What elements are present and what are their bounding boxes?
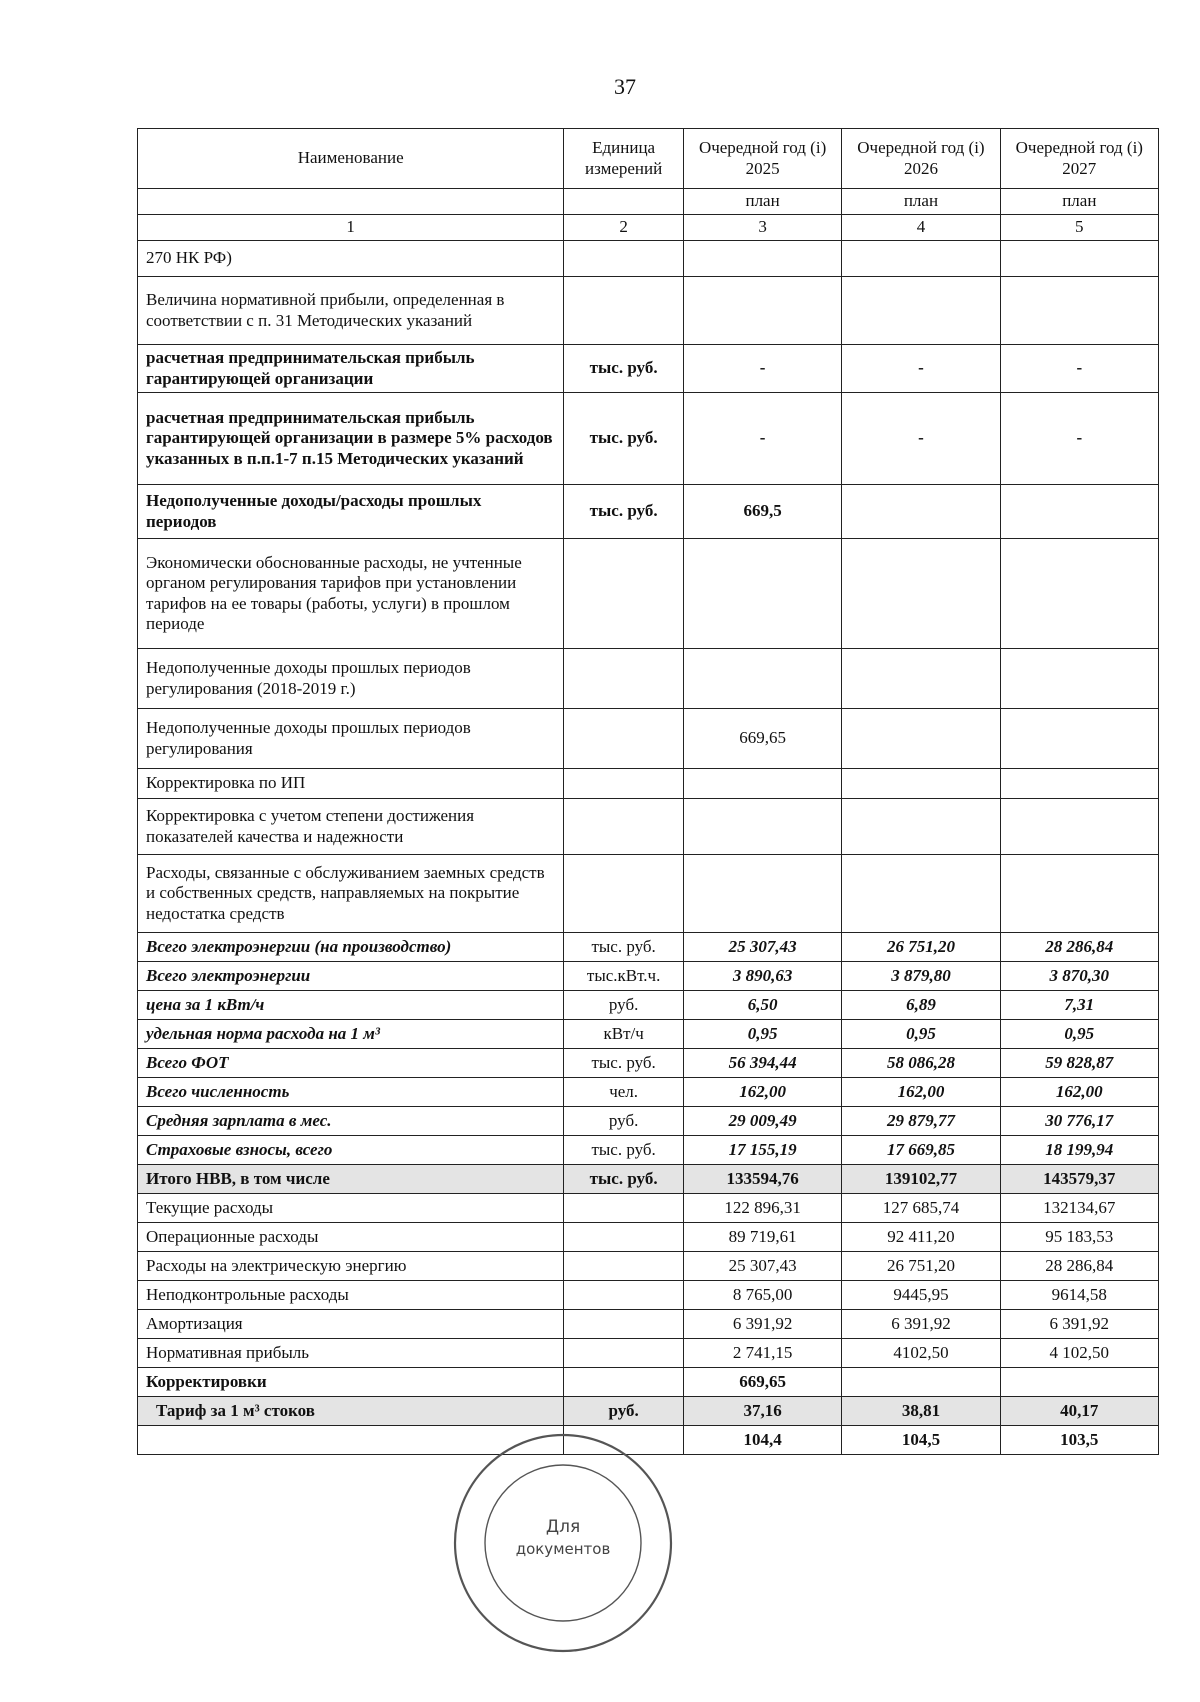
table-row [138, 1368, 1159, 1397]
row-name-cell: Экономически обоснованные расходы, не учтенные органом регулирования тарифов при установлении тарифов на ее товары (работы, услуги) в прошлом периоде [138, 539, 564, 649]
row-value-cell-2027: 162,00 [1000, 1078, 1158, 1107]
row-name-cell: Текущие расходы [138, 1194, 564, 1223]
row-name-cell: Величина нормативной прибыли, определенная в соответствии с п. 31 Методических указаний [138, 277, 564, 345]
table-row [138, 1252, 1159, 1281]
table-row [138, 393, 1159, 485]
row-value-cell-2025 [683, 241, 841, 277]
row-value-cell-2025: 669,65 [683, 1368, 841, 1397]
row-value-cell-2026: 26 751,20 [842, 1252, 1000, 1281]
row-name-cell: Недополученные доходы прошлых периодов регулирования (2018-2019 г.) [138, 649, 564, 709]
row-value-cell-2025 [683, 769, 841, 799]
header-name: Наименование [138, 129, 564, 189]
table-row [138, 1339, 1159, 1368]
row-value-cell-2027 [1000, 769, 1158, 799]
row-name-cell: Расходы на электрическую энергию [138, 1252, 564, 1281]
header-col-5: 5 [1000, 215, 1158, 241]
header-year-2025: Очередной год (i) 2025 [683, 129, 841, 189]
header-plan-2026: план [842, 189, 1000, 215]
row-value-cell-2027 [1000, 241, 1158, 277]
row-value-cell-2025: 669,65 [683, 709, 841, 769]
row-value-cell-2026 [842, 241, 1000, 277]
row-value-cell-2026: 4102,50 [842, 1339, 1000, 1368]
row-value-cell-2025: - [683, 393, 841, 485]
row-name-cell: Итого НВВ, в том числе [138, 1165, 564, 1194]
row-value-cell-2027 [1000, 539, 1158, 649]
row-value-cell-2027: 28 286,84 [1000, 933, 1158, 962]
row-unit-cell [564, 1368, 684, 1397]
table-row [138, 1165, 1159, 1194]
row-name-cell: Страховые взносы, всего [138, 1136, 564, 1165]
row-value-cell-2026: 9445,95 [842, 1281, 1000, 1310]
row-name-cell: удельная норма расхода на 1 м³ [138, 1020, 564, 1049]
row-value-cell-2026: 162,00 [842, 1078, 1000, 1107]
row-unit-cell: тыс. руб. [564, 1049, 684, 1078]
row-value-cell-2025: 6 391,92 [683, 1310, 841, 1339]
row-value-cell-2027: - [1000, 393, 1158, 485]
row-value-cell-2027: 0,95 [1000, 1020, 1158, 1049]
row-value-cell-2027 [1000, 1368, 1158, 1397]
row-unit-cell [564, 241, 684, 277]
row-unit-cell: тыс. руб. [564, 485, 684, 539]
row-value-cell-2026: 3 879,80 [842, 962, 1000, 991]
table-row [138, 485, 1159, 539]
row-name-cell: Всего ФОТ [138, 1049, 564, 1078]
stamp-text-line1: Для [545, 1517, 581, 1537]
row-value-cell-2027 [1000, 709, 1158, 769]
row-value-cell-2027: - [1000, 345, 1158, 393]
row-value-cell-2026: 6,89 [842, 991, 1000, 1020]
table-row [138, 1020, 1159, 1049]
row-unit-cell [564, 709, 684, 769]
row-value-cell-2026: 29 879,77 [842, 1107, 1000, 1136]
row-unit-cell: тыс.кВт.ч. [564, 962, 684, 991]
row-value-cell-2025: 162,00 [683, 1078, 841, 1107]
stamp-text-line2: документов [515, 1540, 611, 1558]
row-value-cell-2025: 3 890,63 [683, 962, 841, 991]
row-value-cell-2025: 56 394,44 [683, 1049, 841, 1078]
row-unit-cell: тыс. руб. [564, 1165, 684, 1194]
header-unit: Единица измерений [564, 129, 684, 189]
row-unit-cell [564, 1310, 684, 1339]
header-col-4: 4 [842, 215, 1000, 241]
table-row [138, 1194, 1159, 1223]
row-unit-cell: тыс. руб. [564, 393, 684, 485]
row-name-cell: Корректировка по ИП [138, 769, 564, 799]
row-name-cell: Тариф за 1 м³ стоков [138, 1397, 564, 1426]
table-row [138, 1281, 1159, 1310]
row-value-cell-2025: 104,4 [683, 1426, 841, 1455]
row-name-cell: Нормативная прибыль [138, 1339, 564, 1368]
row-name-cell: расчетная предпринимательская прибыль гарантирующей организации [138, 345, 564, 393]
row-value-cell-2025: 669,5 [683, 485, 841, 539]
row-unit-cell: руб. [564, 1397, 684, 1426]
row-value-cell-2027: 95 183,53 [1000, 1223, 1158, 1252]
row-value-cell-2025: 25 307,43 [683, 1252, 841, 1281]
row-value-cell-2026 [842, 1368, 1000, 1397]
row-value-cell-2025: - [683, 345, 841, 393]
row-value-cell-2026: 104,5 [842, 1426, 1000, 1455]
row-name-cell: Корректировка с учетом степени достижения показателей качества и надежности [138, 799, 564, 855]
table-row [138, 1223, 1159, 1252]
row-unit-cell [564, 855, 684, 933]
row-value-cell-2026: 17 669,85 [842, 1136, 1000, 1165]
row-unit-cell [564, 1339, 684, 1368]
row-name-cell: Недополученные доходы прошлых периодов регулирования [138, 709, 564, 769]
table-row [138, 649, 1159, 709]
row-value-cell-2026: 38,81 [842, 1397, 1000, 1426]
row-value-cell-2025 [683, 277, 841, 345]
header-col-3: 3 [683, 215, 841, 241]
row-unit-cell: чел. [564, 1078, 684, 1107]
row-unit-cell: тыс. руб. [564, 345, 684, 393]
row-value-cell-2026 [842, 855, 1000, 933]
header-year-2026: Очередной год (i) 2026 [842, 129, 1000, 189]
header-col-2: 2 [564, 215, 684, 241]
table-row [138, 277, 1159, 345]
row-value-cell-2026 [842, 769, 1000, 799]
row-value-cell-2027: 103,5 [1000, 1426, 1158, 1455]
row-value-cell-2025: 2 741,15 [683, 1339, 841, 1368]
row-name-cell: Расходы, связанные с обслуживанием заемных средств и собственных средств, направляемых на покрытие недостатка средств [138, 855, 564, 933]
table-row [138, 1107, 1159, 1136]
table-row [138, 769, 1159, 799]
row-value-cell-2026 [842, 799, 1000, 855]
row-unit-cell: руб. [564, 991, 684, 1020]
row-unit-cell: руб. [564, 1107, 684, 1136]
row-value-cell-2027: 30 776,17 [1000, 1107, 1158, 1136]
header-plan-row [138, 189, 1159, 215]
row-unit-cell [564, 277, 684, 345]
row-value-cell-2026: - [842, 393, 1000, 485]
row-name-cell: Средняя зарплата в мес. [138, 1107, 564, 1136]
row-unit-cell [564, 1252, 684, 1281]
row-value-cell-2026 [842, 649, 1000, 709]
row-value-cell-2027: 4 102,50 [1000, 1339, 1158, 1368]
table-row [138, 855, 1159, 933]
header-year-2027: Очередной год (i) 2027 [1000, 129, 1158, 189]
row-value-cell-2027 [1000, 485, 1158, 539]
row-value-cell-2027: 6 391,92 [1000, 1310, 1158, 1339]
header-plan-blank [138, 189, 564, 215]
row-value-cell-2026: 6 391,92 [842, 1310, 1000, 1339]
row-value-cell-2026: - [842, 345, 1000, 393]
row-value-cell-2027: 59 828,87 [1000, 1049, 1158, 1078]
row-value-cell-2027 [1000, 855, 1158, 933]
row-value-cell-2026: 0,95 [842, 1020, 1000, 1049]
table-row [138, 933, 1159, 962]
row-value-cell-2025: 89 719,61 [683, 1223, 841, 1252]
row-name-cell: Корректировки [138, 1368, 564, 1397]
row-value-cell-2025: 133594,76 [683, 1165, 841, 1194]
row-name-cell: Всего электроэнергии [138, 962, 564, 991]
row-name-cell: Амортизация [138, 1310, 564, 1339]
row-value-cell-2027: 9614,58 [1000, 1281, 1158, 1310]
row-value-cell-2026: 26 751,20 [842, 933, 1000, 962]
row-name-cell: Недополученные доходы/расходы прошлых периодов [138, 485, 564, 539]
row-value-cell-2026: 92 411,20 [842, 1223, 1000, 1252]
row-unit-cell: тыс. руб. [564, 1136, 684, 1165]
row-name-cell: 270 НК РФ) [138, 241, 564, 277]
table-row [138, 1136, 1159, 1165]
table-row [138, 799, 1159, 855]
row-name-cell: Всего численность [138, 1078, 564, 1107]
row-name-cell: Всего электроэнергии (на производство) [138, 933, 564, 962]
row-value-cell-2025: 17 155,19 [683, 1136, 841, 1165]
row-unit-cell: кВт/ч [564, 1020, 684, 1049]
row-value-cell-2026: 58 086,28 [842, 1049, 1000, 1078]
table-row [138, 241, 1159, 277]
header-col-1: 1 [138, 215, 564, 241]
row-unit-cell [564, 1281, 684, 1310]
header-plan-2025: план [683, 189, 841, 215]
page-number: 37 [614, 74, 636, 99]
header-plan-2027: план [1000, 189, 1158, 215]
row-value-cell-2027: 40,17 [1000, 1397, 1158, 1426]
table-row [138, 345, 1159, 393]
row-name-cell: Операционные расходы [138, 1223, 564, 1252]
row-value-cell-2026 [842, 709, 1000, 769]
row-value-cell-2025 [683, 539, 841, 649]
row-value-cell-2025 [683, 855, 841, 933]
row-value-cell-2025: 37,16 [683, 1397, 841, 1426]
row-value-cell-2027 [1000, 799, 1158, 855]
row-value-cell-2027: 18 199,94 [1000, 1136, 1158, 1165]
table-row [138, 1397, 1159, 1426]
row-value-cell-2025: 122 896,31 [683, 1194, 841, 1223]
header-number-row [138, 215, 1159, 241]
row-value-cell-2027 [1000, 649, 1158, 709]
row-value-cell-2026: 139102,77 [842, 1165, 1000, 1194]
row-value-cell-2026 [842, 485, 1000, 539]
row-name-cell: расчетная предпринимательская прибыль гарантирующей организации в размере 5% расходов указанных в п.п.1-7 п.15 Методических указаний [138, 393, 564, 485]
row-value-cell-2025: 29 009,49 [683, 1107, 841, 1136]
row-value-cell-2027: 132134,67 [1000, 1194, 1158, 1223]
row-unit-cell [564, 539, 684, 649]
table-row [138, 539, 1159, 649]
row-name-cell: Неподконтрольные расходы [138, 1281, 564, 1310]
row-value-cell-2027: 143579,37 [1000, 1165, 1158, 1194]
table-row [138, 1310, 1159, 1339]
row-unit-cell: тыс. руб. [564, 933, 684, 962]
row-value-cell-2027: 3 870,30 [1000, 962, 1158, 991]
row-unit-cell [564, 1194, 684, 1223]
row-value-cell-2025 [683, 799, 841, 855]
row-value-cell-2026 [842, 277, 1000, 345]
table-row [138, 709, 1159, 769]
row-value-cell-2027: 7,31 [1000, 991, 1158, 1020]
table-row [138, 1049, 1159, 1078]
row-value-cell-2026 [842, 539, 1000, 649]
row-value-cell-2025: 6,50 [683, 991, 841, 1020]
row-value-cell-2025 [683, 649, 841, 709]
row-value-cell-2025: 8 765,00 [683, 1281, 841, 1310]
row-unit-cell [564, 1223, 684, 1252]
row-value-cell-2027 [1000, 277, 1158, 345]
table-row [138, 1078, 1159, 1107]
row-value-cell-2025: 25 307,43 [683, 933, 841, 962]
row-unit-cell [564, 769, 684, 799]
header-row [138, 129, 1159, 189]
row-value-cell-2027: 28 286,84 [1000, 1252, 1158, 1281]
official-stamp [448, 1428, 678, 1658]
row-value-cell-2025: 0,95 [683, 1020, 841, 1049]
table-row [138, 991, 1159, 1020]
row-unit-cell [564, 649, 684, 709]
row-unit-cell [564, 799, 684, 855]
header-plan-blank [564, 189, 684, 215]
table-row [138, 962, 1159, 991]
row-value-cell-2026: 127 685,74 [842, 1194, 1000, 1223]
tariff-table [137, 128, 1159, 1455]
row-name-cell: цена за 1 кВт/ч [138, 991, 564, 1020]
